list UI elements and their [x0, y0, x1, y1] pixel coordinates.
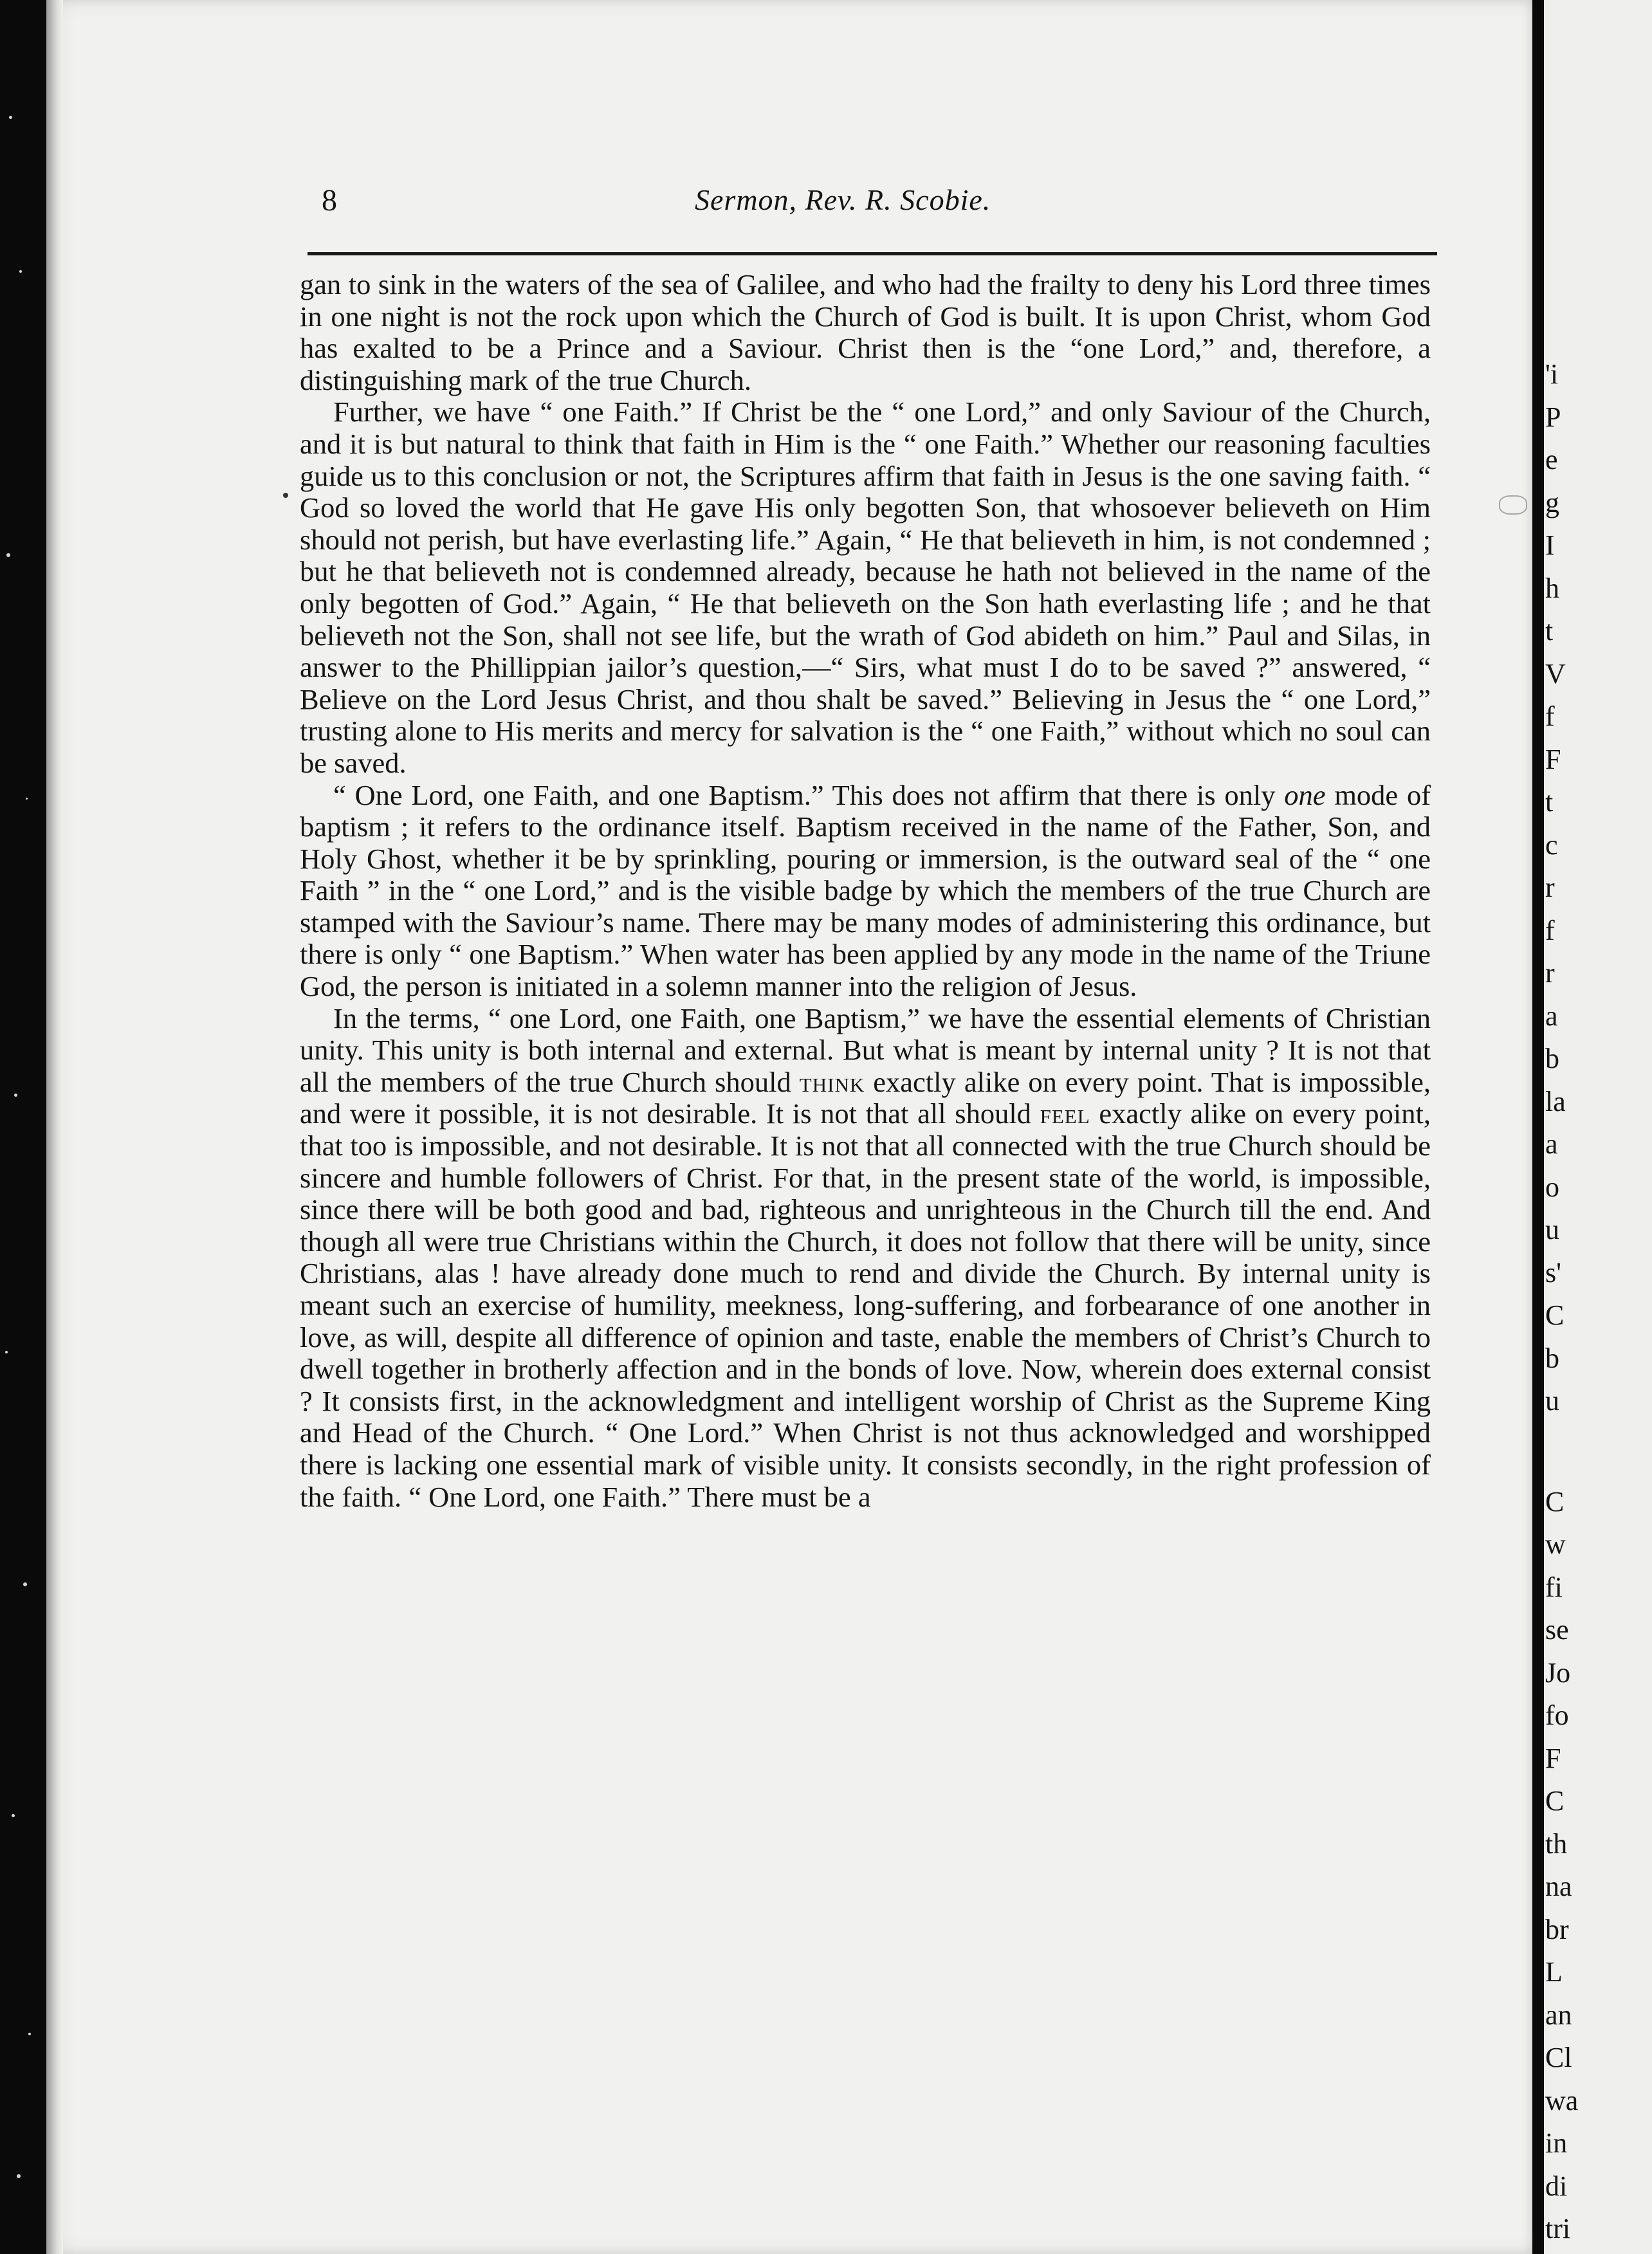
facing-page-fragment: b [1545, 1043, 1559, 1074]
paragraph-text: exactly alike on every point, that too is impossible, and not desirable. It is not that all connected with the true Church should be sincere and humble followers of Christ. For that, in the present state of the world, is impossible, since there will be both good and bad, righteous and unrighteous in the Church till the end. And though all were true Christians within the Church, it does not follow that there will be unity, since Christians, alas ! have already done much to rend and divide the Church. By internal unity is meant such an exercise of humility, meekness, long-suffering, and forbearance of one another in love, as will, despite all difference of opinion and taste, enable the members of Christ’s Church to dwell together in brotherly affection and in the bonds of love. Now, wherein does external consist ? It consists first, in the acknowledgment and intelligent worship of Christ as the Supreme King and Head of the Church. “ One Lord.” When Christ is not thus acknowledged and worshipped there is lacking one essential mark of visible unity. It consists secondly, in the right profession of the faith. “ One Lord, one Faith.” There must be a [300, 1097, 1431, 1513]
emphasis-think: think [799, 1065, 865, 1098]
paragraph-one-baptism [300, 780, 1431, 1003]
paragraph-text: “ One Lord, one Faith, and one Baptism.” This does not affirm that there is only [333, 778, 1276, 811]
sermon-body [300, 269, 1431, 1513]
emphasis-feel: feel [1040, 1097, 1090, 1130]
facing-page-fragment: g [1545, 486, 1559, 518]
facing-page-fragment: u [1545, 1385, 1559, 1416]
facing-page-fragment: C [1545, 1785, 1565, 1817]
facing-page-fragment: na [1545, 1871, 1572, 1902]
facing-page-fragment: V [1545, 657, 1566, 690]
facing-page-fragment: c [1545, 829, 1558, 861]
facing-page-fragment: t [1545, 615, 1554, 646]
page-header [322, 183, 1454, 228]
facing-page-fragment: u [1545, 1214, 1559, 1245]
facing-page-fragment: tri [1545, 2213, 1571, 2244]
facing-page-fragment: a [1545, 1000, 1558, 1032]
facing-page-fragment: th [1545, 1828, 1568, 1860]
facing-page-fragment: h [1545, 572, 1559, 604]
facing-page-fragment: 'i [1545, 358, 1559, 390]
facing-page-edge [1544, 0, 1652, 2254]
facing-page-fragment: r [1545, 957, 1555, 989]
facing-page-fragment: t [1545, 786, 1554, 818]
margin-mark [283, 493, 288, 498]
facing-page-fragment: s' [1545, 1256, 1562, 1288]
facing-page-fragment: wa [1545, 2084, 1579, 2116]
facing-page-fragment: fi [1545, 1571, 1563, 1603]
facing-page-fragment: F [1545, 743, 1561, 775]
facing-page-fragment: b [1545, 1342, 1559, 1374]
paragraph-text: exactly alike on every point. That is impossible, and were it possible, it is not desirable. It is not that all should [300, 1065, 1431, 1130]
facing-page-fragment: f [1545, 701, 1555, 732]
page-edge-shadow [46, 0, 63, 2254]
facing-page-fragment: r [1545, 872, 1555, 903]
facing-page-fragment: se [1545, 1614, 1569, 1645]
facing-page-fragment: w [1545, 1528, 1566, 1560]
facing-page-fragment: P [1545, 401, 1561, 433]
facing-page-fragment: L [1545, 1956, 1563, 1988]
facing-page-fragment: br [1545, 1913, 1569, 1945]
book-gutter [1532, 0, 1544, 2254]
facing-page-fragment: f [1545, 914, 1555, 946]
facing-page-fragment: C [1545, 1485, 1565, 1517]
page-blemish [1499, 495, 1527, 515]
facing-page-fragment: I [1545, 529, 1555, 561]
facing-page-fragment: fo [1545, 1700, 1569, 1731]
page-number: 8 [322, 183, 337, 217]
facing-page-fragment: an [1545, 1999, 1572, 2031]
paragraph-one-faith: Further, we have “ one Faith.” If Christ be the “ one Lord,” and only Saviour of the Church, and it is but natural to think that faith in Him is the “ one Faith.” Whether our reasoning faculties guide us to this conclusion or not, the Scriptures affirm that faith in Jesus is the one saving faith. “ God so loved the world that He gave His only begotten Son, that whosoever believeth on Him should not perish, but have everlasting life.” Again, “ He that believeth in him, is not condemned ; but he that believeth not is condemned already, because he hath not believed in the name of the only begotten of God.” Again, “ He that believeth on the Son hath everlasting life ; and he that believeth not the Son, shall not see life, but the wrath of God abideth on him.” Paul and Silas, in answer to the Phillippian jailor’s question,—“ Sirs, what must I do to be saved ?” answered, “ Believe on the Lord Jesus Christ, and thou shalt be saved.” Believing in Jesus the “ one Lord,” trusting alone to His merits and mercy for salvation is the “ one Faith,” without which no soul can be saved. [300, 396, 1431, 779]
paragraph-text: mode of baptism ; it refers to the ordinance itself. Baptism received in the name of the Father, Son, and Holy Ghost, whether it be by sprinkling, pouring or immersion, is the outward seal of the “ one Faith ” in the “ one Lord,” and is the visible badge by which the members of the true Church are stamped with the Saviour’s name. There may be many modes of administering this ordinance, but there is only “ one Baptism.” When water has been applied by any mode in the name of the Triune God, the person is initiated in a solemn manner into the religion of Jesus. [300, 778, 1431, 1003]
facing-page-fragment: Cl [1545, 2042, 1572, 2073]
running-head: Sermon, Rev. R. Scobie. [695, 183, 991, 216]
emphasis-one: one [1284, 778, 1326, 811]
facing-page-fragment: o [1545, 1171, 1559, 1203]
facing-page-fragment: F [1545, 1742, 1561, 1774]
paragraph-text: In the terms, “ one Lord, one Faith, one Baptism,” we have the essential elements of Christian unity. This unity is both internal and external. But what is meant by internal unity ? It is not that all the members of the true Church should [300, 1002, 1431, 1098]
facing-page-fragment: a [1545, 1128, 1558, 1160]
facing-page-fragment: la [1545, 1085, 1566, 1117]
facing-page-fragment: di [1545, 2170, 1568, 2202]
header-rule [307, 252, 1437, 255]
paragraph-continuation: gan to sink in the waters of the sea of Galilee, and who had the frailty to deny his Lord three times in one night is not the rock upon which the Church of God is built. It is upon Christ, whom God has exalted to be a Prince and a Saviour. Christ then is the “one Lord,” and, therefore, a distinguishing mark of the true Church. [300, 268, 1431, 396]
facing-page-fragment: in [1545, 2127, 1568, 2159]
paragraph-christian-unity [300, 1003, 1431, 1514]
facing-page-fragment: C [1545, 1299, 1565, 1331]
facing-page-fragment: Jo [1545, 1656, 1571, 1689]
facing-page-fragment: e [1545, 444, 1558, 475]
